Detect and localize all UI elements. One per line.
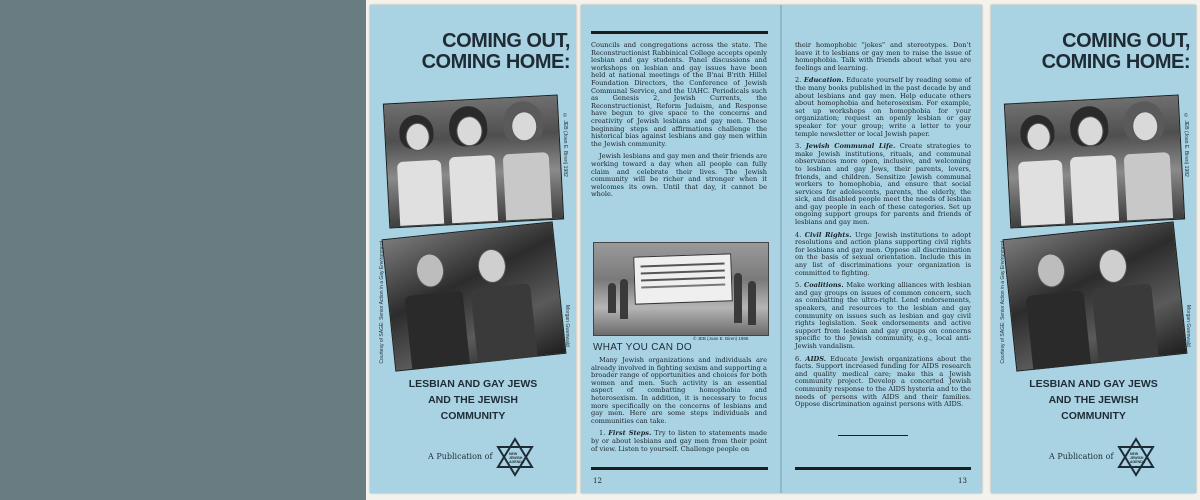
section-heading: WHAT YOU CAN DO xyxy=(593,342,692,353)
photo-credit-top: © JEB (Joan E. Biren) 1982 xyxy=(1183,113,1189,177)
list-item xyxy=(795,282,971,350)
item-text: Try to listen to statements made by or about lesbians and gay men from their point of view. Listen to yourself. Challenge people on xyxy=(591,429,768,453)
cover-title-line: COMING OUT, xyxy=(442,30,570,52)
page-number-left: 12 xyxy=(593,477,602,485)
logo-text-line: NEW xyxy=(1130,452,1139,456)
cover-subtitle-line: COMMUNITY xyxy=(1061,410,1126,422)
cover-title xyxy=(997,31,1190,73)
cover-title xyxy=(376,31,570,73)
cover-subtitle xyxy=(380,376,566,424)
item-heading: Coalitions. xyxy=(803,281,844,290)
page-gutter xyxy=(780,5,782,493)
cover-subtitle xyxy=(1001,376,1186,424)
item-number: 1. xyxy=(599,429,606,438)
top-rule-left xyxy=(591,31,768,34)
what-you-can-do-text xyxy=(591,357,767,458)
cover-subtitle-line: AND THE JEWISH xyxy=(1048,394,1139,406)
cover-subtitle-line: COMMUNITY xyxy=(440,410,506,422)
item-heading: AIDS. xyxy=(805,354,827,363)
item-text: Make working alliances with lesbian and gay groups on issues of common concern, such as combatting the ultra-right. Lend endorsements, speakers, and resources to the lesbian and gay community on issues such as lesbian and gay civil rights legislation. Seek endorsements and active support from lesbian and gay groups on concerns specific to the Jewish community, e.g., local anti-Jewish vandalism. xyxy=(795,281,971,350)
publication-label: A Publication of xyxy=(1049,452,1114,461)
march-banner xyxy=(633,253,733,304)
logo-text xyxy=(1130,452,1145,464)
page-number-right: 13 xyxy=(958,477,967,485)
cover-subtitle-line: LESBIAN AND GAY JEWS xyxy=(408,378,538,390)
paragraph: Councils and congregations across the state. The Reconstructionist Rabbinical College accepts openly lesbian and gay students. Panel discussions and workshops on lesbian and gay issues have been held at national meetings of the B'nai B'rith Hillel Foundation Directors, the Conference of Jewish Communal Service, and the UAHC. Periodicals such as Genesis 2, Jewish Currents, the Reconstructionist, Reform Judaism, and Response have begun to give space to the concerns and creativity of Jewish lesbians and gay men. These beginning steps and affirmations challenge the historical bias against lesbians and gay men within the Jewish community. xyxy=(591,41,767,148)
logo-text-line: NEW xyxy=(509,452,518,456)
cover-title-line: COMING HOME: xyxy=(421,51,570,73)
photo-credit-right: Morgan Gwenwald xyxy=(1185,305,1191,347)
item-heading: Civil Rights. xyxy=(804,230,852,239)
list-item xyxy=(795,356,971,409)
item-number: 6. xyxy=(795,354,802,363)
cover-title-line: COMING HOME: xyxy=(1041,51,1190,73)
short-divider xyxy=(838,435,908,436)
photo-credit-left: Courtesy of SAGE: Senior Action in a Gay Environment xyxy=(379,241,385,364)
cover-photo-men xyxy=(1003,221,1188,371)
cover-subtitle-line: AND THE JEWISH xyxy=(428,394,518,406)
item-number: 2. xyxy=(795,76,802,85)
cover-photo-women xyxy=(1004,95,1185,229)
item-text: Create strategies to make Jewish institutions, rituals, and communal observances more open, inclusive, and welcoming to lesbian and gay Jews, their parents, lovers, friends, and children. Sensitize Jewish communal workers to homophobia, and ensure that social services for adolescents, parents, the elderly, the sick, and disabled people meet the needs of lesbian and gay people in each of these categories. Set up ongoing support groups for parents and friends of lesbians and gay men. xyxy=(795,142,971,227)
item-text: Educate Jewish organizations about the facts. Support increased funding for AIDS research and quality medical care; make this a Jewish community project. Develop a concerted Jewish community response to the AIDS hysteria and to the needs of persons with AIDS and their families. Oppose discrimination against persons with AIDS. xyxy=(795,354,971,409)
logo-text-line: JEWISH xyxy=(1130,456,1144,460)
publication-label: A Publication of xyxy=(428,452,493,461)
item-text: Urge Jewish institutions to adopt resolutions and action plans supporting civil rights for lesbians and gay men. Oppose all discrimination on the basis of sexual orientation. Include this in any list of discriminations your organization is committed to fighting. xyxy=(795,230,971,277)
item-number: 4. xyxy=(795,230,802,239)
bottom-rule-left xyxy=(591,467,768,470)
logo-text xyxy=(509,452,524,464)
photo-credit-left: Courtesy of SAGE: Senior Action in a Gay Environment xyxy=(1000,241,1006,364)
paragraph: their homophobic "jokes" and stereotypes. Don't leave it to lesbians or gay men to raise the issue of homophobia. Talk with friends about what you are feelings and learning. xyxy=(795,41,971,72)
item-heading: Jewish Communal Life. xyxy=(805,142,896,151)
background-panel xyxy=(0,0,366,500)
logo-text-line: AGENDA xyxy=(1130,460,1146,464)
logo-text-line: AGENDA xyxy=(509,460,525,464)
march-photo xyxy=(593,242,769,336)
cover-page-left xyxy=(370,5,576,493)
cover-page-right xyxy=(991,5,1196,493)
item-number: 5. xyxy=(795,281,802,290)
paragraph: Many Jewish organizations and individuals are already involved in fighting sexism and supporting a broader range of opportunities and choices for both women and men. Such activity is an essential aspect of combatting homophobia and heterosexism. In addition, it is necessary to focus more specifically on the concerns of lesbians and gay men. Here are some steps individuals and communities can take. xyxy=(591,356,767,425)
paragraph: Jewish lesbians and gay men and their friends are working toward a day when all people can fully claim and celebrate their lives. The Jewish community will be richer and stronger when it welcomes its own. Until that day, it cannot be whole. xyxy=(591,152,767,199)
cover-subtitle-line: LESBIAN AND GAY JEWS xyxy=(1029,378,1158,390)
photo-caption: © JEB (Joan E. Biren) 1986 xyxy=(693,336,749,341)
item-heading: Education. xyxy=(803,76,844,85)
cover-title-line: COMING OUT, xyxy=(1062,30,1190,52)
right-column xyxy=(795,42,971,414)
cover-photo-men xyxy=(382,221,567,371)
item-heading: First Steps. xyxy=(608,429,652,438)
item-number: 3. xyxy=(795,142,802,151)
photo-credit-top: © JEB (Joan E. Biren) 1982 xyxy=(562,113,568,177)
list-item xyxy=(795,77,971,138)
photo-credit-right: Morgan Gwenwald xyxy=(564,305,570,347)
logo-text-line: JEWISH xyxy=(509,456,523,460)
list-item xyxy=(591,430,767,453)
list-item xyxy=(795,143,971,227)
inner-spread xyxy=(581,5,982,493)
left-column xyxy=(591,42,767,204)
bottom-rule-right xyxy=(795,467,971,470)
item-text: Educate yourself by reading some of the many books published in the past decade by and about lesbians and gay men. Help educate others about homophobia and heterosexism. For example, set up workshops on homophobia for your organization; request an openly lesbian or gay speaker for your group; write a letter to your temple newsletter or local Jewish paper. xyxy=(795,76,971,138)
list-item xyxy=(795,232,971,278)
cover-photo-women xyxy=(383,95,564,229)
